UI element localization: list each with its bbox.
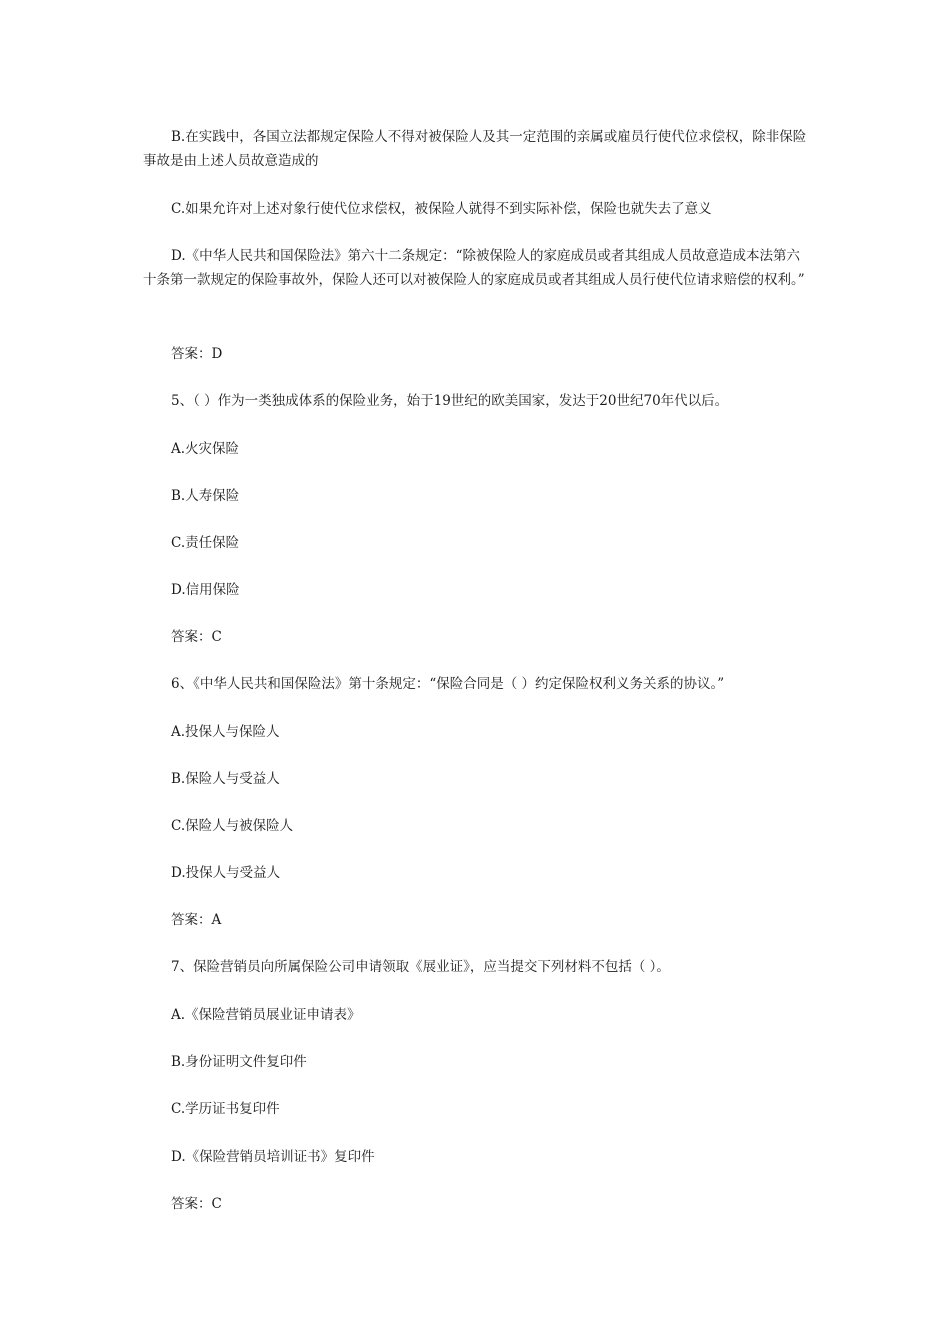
question-option: C.学历证书复印件 <box>171 1101 280 1117</box>
question-option: C.责任保险 <box>171 535 240 551</box>
answer-line: 答案：C <box>171 1196 222 1212</box>
answer-line: 答案：A <box>171 912 222 928</box>
question-stem: 6、《中华人民共和国保险法》第十条规定：“保险合同是（ ）约定保险权利义务关系的协议。” <box>171 676 725 692</box>
question-stem: 5、（ ）作为一类独成体系的保险业务，始于19世纪的欧美国家，发达于20世纪70年代以后。 <box>171 393 729 409</box>
question-option: A.投保人与保险人 <box>171 724 280 740</box>
question-option: D.信用保险 <box>171 582 240 598</box>
question-option: B.保险人与受益人 <box>171 771 280 787</box>
question-stem: 7、保险营销员向所属保险公司申请领取《展业证》，应当提交下列材料不包括（ ）。 <box>171 959 670 975</box>
question-option: A.火灾保险 <box>171 441 240 457</box>
question-option: C.保险人与被保险人 <box>171 818 294 834</box>
answer-line: 答案：D <box>171 346 223 362</box>
question-option: B.人寿保险 <box>171 488 240 504</box>
question-option: D.投保人与受益人 <box>171 865 281 881</box>
question-option: A.《保险营销员展业证申请表》 <box>171 1007 361 1023</box>
option-d-paragraph: D.《中华人民共和国保险法》第六十二条规定：“除被保险人的家庭成员或者其组成人员故意造成本法第六十条第一款规定的保险事故外，保险人还可以对被保险人的家庭成员或者其组成人员行使代位请求赔偿的权利。” <box>143 248 805 288</box>
option-c-paragraph: C.如果允许对上述对象行使代位求偿权，被保险人就得不到实际补偿，保险也就失去了意义 <box>171 201 712 217</box>
question-option: D.《保险营销员培训证书》复印件 <box>171 1149 375 1165</box>
question-option: B.身份证明文件复印件 <box>171 1054 307 1070</box>
answer-line: 答案：C <box>171 629 222 645</box>
option-b-paragraph: B.在实践中，各国立法都规定保险人不得对被保险人及其一定范围的亲属或雇员行使代位求偿权，除非保险事故是由上述人员故意造成的 <box>143 129 807 169</box>
